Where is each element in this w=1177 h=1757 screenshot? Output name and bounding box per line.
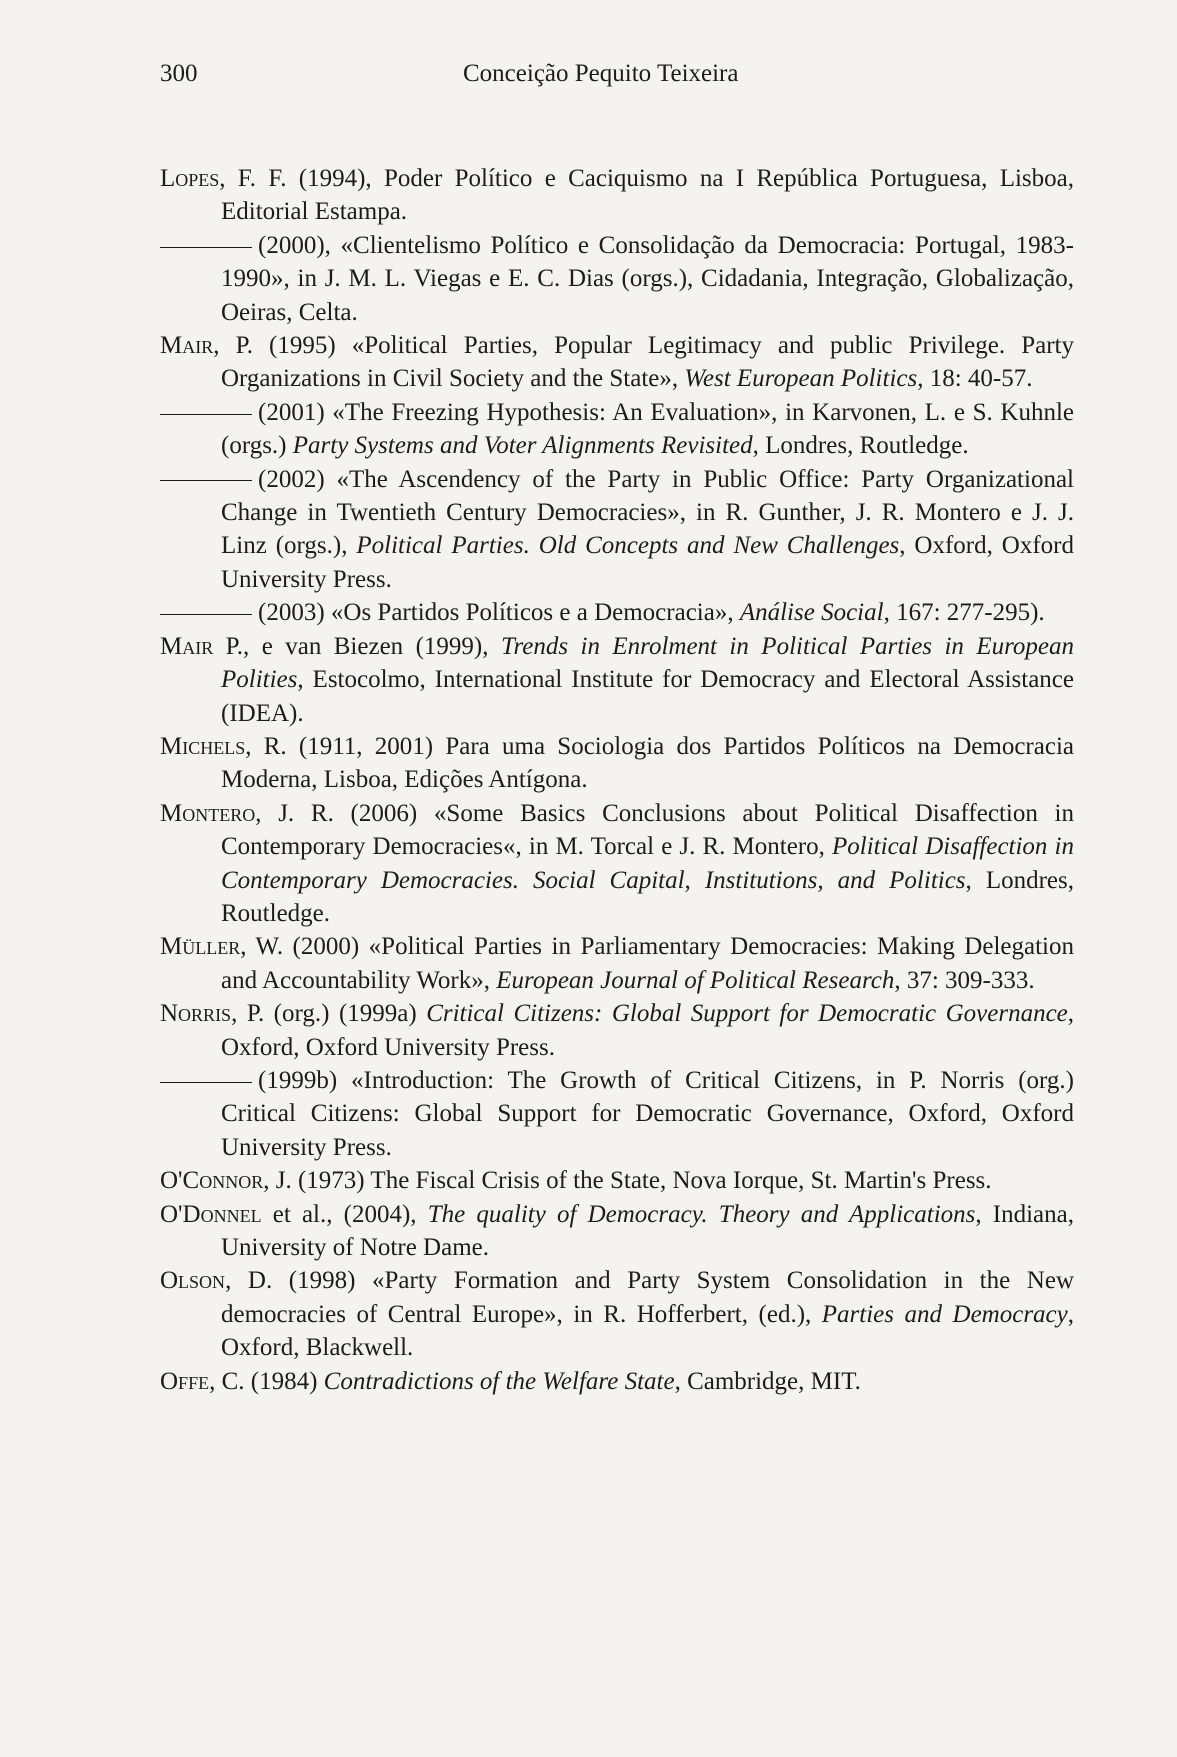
ref-text: , Oxford, Blackwell. — [221, 1300, 1074, 1362]
reference-entry — [160, 730, 1074, 797]
running-head: Conceição Pequito Teixeira — [463, 60, 739, 87]
ref-text: et al., (2004), — [261, 1200, 428, 1228]
repeat-author-dash — [160, 247, 252, 248]
ref-text: , 18: 40-57. — [917, 365, 1033, 393]
ref-text: , P. (org.) (1999a) — [231, 1000, 427, 1028]
ref-text: , Estocolmo, International Institute for Democracy and Electoral Assistance (IDEA). — [221, 666, 1074, 727]
reference-entry — [160, 1365, 1074, 1398]
ref-title: Party Systems and Voter Alignments Revisited — [292, 432, 753, 460]
ref-text: (2003) «Os Partidos Políticos e a Democracia», — [258, 599, 740, 627]
reference-entry — [160, 463, 1074, 597]
ref-title: European Journal of Political Research — [496, 966, 895, 994]
ref-text: , Londres, Routledge. — [752, 432, 969, 460]
ref-title: Political Parties. Old Concepts and New Challenges — [356, 532, 900, 560]
ref-text: , W. (2000) «Political Parties in Parliamentary Democracies: Making Delegation and Accountability Work», — [221, 933, 1074, 994]
ref-text: , 37: 309-333. — [894, 966, 1035, 994]
reference-entry — [160, 797, 1074, 931]
ref-text: P., e van Biezen (1999), — [213, 632, 501, 660]
ref-author: Müller — [160, 933, 241, 961]
repeat-author-dash — [160, 1082, 252, 1083]
ref-author: O'Connor — [160, 1167, 264, 1195]
ref-text: , P. (1995) «Political Parties, Popular Legitimacy and public Privilege. Party Organizations in Civil Society and the State», — [213, 332, 1074, 393]
ref-author: Michels — [160, 732, 246, 760]
ref-text: , J. R. (2006) «Some Basics Conclusions about Political Disaffection in Contemporary Democracies«, in M. Torcal e J. R. Montero, — [221, 799, 1074, 861]
ref-title: The quality of Democracy. Theory and Applications — [427, 1200, 976, 1228]
reference-entry — [160, 329, 1074, 396]
reference-entry — [160, 997, 1074, 1064]
ref-title: Contradictions of the Welfare State — [323, 1367, 675, 1395]
ref-author: Mair — [160, 332, 214, 360]
ref-author: Norris — [160, 1000, 232, 1028]
ref-text: , Londres, Routledge. — [221, 866, 1074, 927]
reference-entry — [160, 930, 1074, 997]
ref-author: Mair — [160, 632, 214, 660]
repeat-author-dash — [160, 414, 252, 415]
ref-text: , F. F. (1994), Poder Político e Caciquismo na I República Portuguesa, Lisboa, Editorial Estampa. — [219, 165, 1074, 226]
repeat-author-dash — [160, 480, 252, 481]
ref-author: Offe — [160, 1367, 210, 1395]
ref-text: (2002) «The Ascendency of the Party in Public Office: Party Organizational Change in Twentieth Century Democracies», in R. Gunther, J. R. Montero e J. J. Linz (orgs.), — [221, 465, 1074, 560]
ref-text: , J. (1973) The Fiscal Crisis of the State, Nova Iorque, St. Martin's Press. — [263, 1167, 992, 1195]
reference-entry — [160, 1164, 1074, 1197]
ref-text: , R. (1911, 2001) Para uma Sociologia dos Partidos Políticos na Democracia Moderna, Lisboa, Edições Antígona. — [221, 732, 1074, 794]
ref-author: Montero — [160, 799, 256, 827]
ref-author: O'Donnel — [160, 1200, 262, 1228]
page-header — [160, 60, 1080, 96]
ref-text: , Oxford, Oxford University Press. — [221, 1000, 1075, 1061]
ref-text: , Oxford, Oxford University Press. — [221, 532, 1074, 593]
ref-author: Lopes — [160, 165, 220, 192]
ref-text: , Indiana, University of Notre Dame. — [221, 1200, 1074, 1261]
reference-entry — [160, 229, 1074, 329]
ref-title: Critical Citizens: Global Support for Democratic Governance — [426, 1000, 1068, 1028]
reference-entry — [160, 1198, 1074, 1265]
ref-title: Análise Social — [739, 599, 884, 627]
reference-entry — [160, 396, 1074, 463]
ref-text: (2001) «The Freezing Hypothesis: An Evaluation», in Karvonen, L. e S. Kuhnle (orgs.) — [221, 398, 1074, 460]
page-number: 300 — [160, 60, 198, 87]
ref-text: , C. (1984) — [209, 1367, 324, 1395]
ref-text: , Cambridge, MIT. — [674, 1367, 861, 1395]
reference-entry — [160, 1264, 1074, 1364]
reference-entry — [160, 630, 1074, 730]
ref-title: Trends in Enrolment in Political Parties in European Polities — [221, 632, 1074, 694]
ref-title: Parties and Democracy — [821, 1300, 1068, 1328]
reference-list — [160, 162, 1074, 1398]
ref-text: , D. (1998) «Party Formation and Party System Consolidation in the New democracies of Central Europe», in R. Hofferbert, (ed.), — [221, 1267, 1074, 1328]
reference-entry — [160, 596, 1074, 629]
ref-author: Olson — [160, 1267, 226, 1295]
reference-entry — [160, 1064, 1074, 1164]
ref-text: (1999b) «Introduction: The Growth of Critical Citizens, in P. Norris (org.) Critical Citizens: Global Support for Democratic Governance, Oxford, Oxford University Press. — [221, 1066, 1074, 1161]
reference-entry — [160, 162, 1074, 229]
ref-text: , 167: 277-295). — [883, 599, 1045, 627]
ref-title: West European Politics — [684, 365, 918, 393]
repeat-author-dash — [160, 614, 252, 615]
ref-title: Political Disaffection in Contemporary Democracies. Social Capital, Institutions, and Politics — [221, 833, 1074, 894]
ref-text: (2000), «Clientelismo Político e Consolidação da Democracia: Portugal, 1983-1990», in J. M. L. Viegas e E. C. Dias (orgs.), Cidadania, Integração, Globalização, Oeiras, Celta. — [221, 231, 1074, 326]
